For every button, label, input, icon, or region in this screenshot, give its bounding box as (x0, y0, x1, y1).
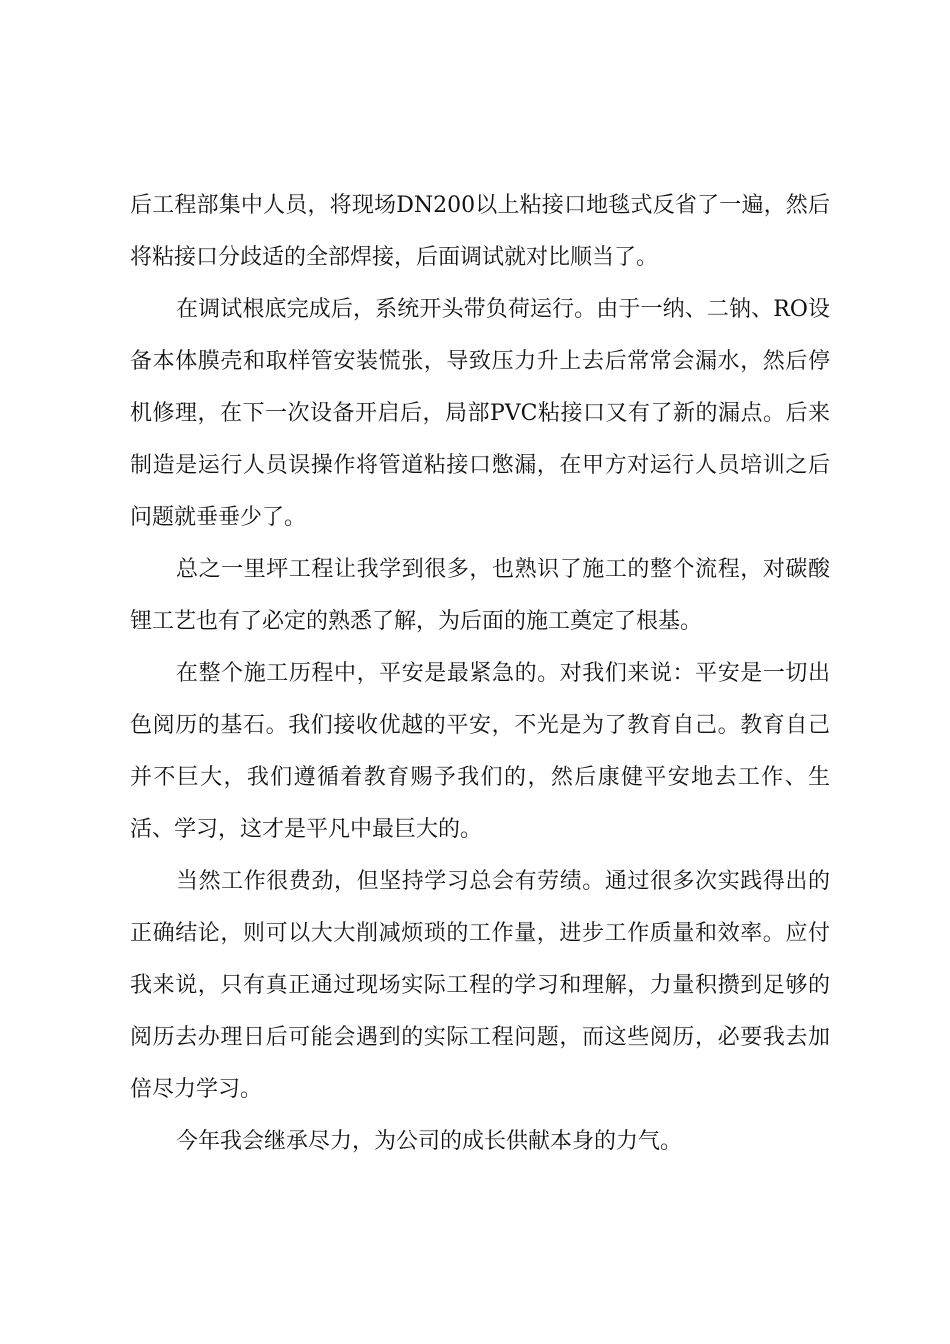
text-line: 活、学习，这才是平凡中最巨大的。 (130, 817, 483, 842)
text-line: 在整个施工历程中，平安是最紧急的。对我们来说：平安是一切出 (176, 661, 830, 686)
text-line: 问题就垂垂少了。 (130, 505, 307, 530)
text-line: 阅历去办理日后可能会遇到的实际工程问题，而这些阅历，必要我去加 (130, 1025, 830, 1050)
text-line: 我来说，只有真正通过现场实际工程的学习和理解，力量积攒到足够的 (130, 973, 830, 998)
text-line: 正确结论，则可以大大削减烦琐的工作量，进步工作质量和效率。应付 (130, 921, 830, 946)
text-line: 并不巨大，我们遵循着教育赐予我们的，然后康健平安地去工作、生 (130, 765, 830, 790)
text-line: 将粘接口分歧适的全部焊接，后面调试就对比顺当了。 (130, 245, 659, 270)
text-line: 机修理，在下一次设备开启后，局部PVC粘接口又有了新的漏点。后来 (130, 401, 830, 426)
text-line: 今年我会继承尽力，为公司的成长供献本身的力气。 (176, 1129, 683, 1154)
text-line: 倍尽力学习。 (130, 1077, 263, 1102)
text-line: 总之一里坪工程让我学到很多，也熟识了施工的整个流程，对碳酸 (176, 557, 830, 582)
text-line: 锂工艺也有了必定的熟悉了解，为后面的施工奠定了根基。 (130, 609, 703, 634)
text-line: 当然工作很费劲，但坚持学习总会有劳绩。通过很多次实践得出的 (176, 869, 830, 894)
text-line: 制造是运行人员误操作将管道粘接口憋漏，在甲方对运行人员培训之后 (130, 453, 830, 478)
text-line: 色阅历的基石。我们接收优越的平安，不光是为了教育自己。教育自己 (130, 713, 830, 738)
text-line: 备本体膜壳和取样管安装慌张，导致压力升上去后常常会漏水，然后停 (130, 349, 830, 374)
text-line: 在调试根底完成后，系统开头带负荷运行。由于一纳、二钠、RO设 (176, 297, 830, 322)
text-line: 后工程部集中人员，将现场DN200以上粘接口地毯式反省了一遍，然后 (130, 193, 830, 218)
